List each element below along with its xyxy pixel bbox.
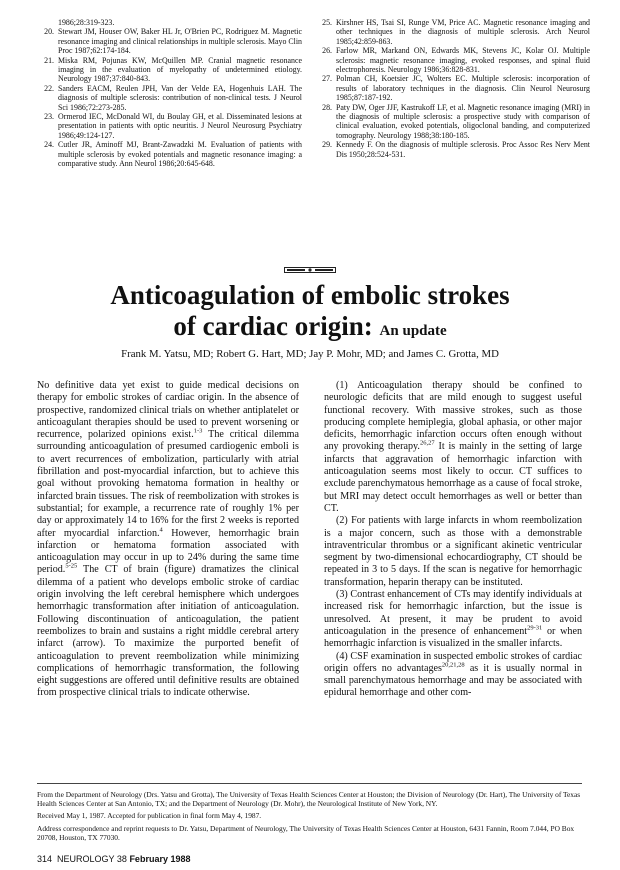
title-line-2: of cardiac origin: An update: [173, 311, 447, 341]
reference-item: 24. Cutler JR, Aminoff MJ, Brant-Zawadzki M. Evaluation of patients with multiple sclerosis by evoked potentials and magnetic resonance imaging: a comparative study. Ann Neurol 1986;20:645-648.: [44, 140, 302, 169]
author-list: Frank M. Yatsu, MD; Robert G. Hart, MD; Jay P. Mohr, MD; and James C. Grotta, MD: [121, 348, 499, 360]
reference-item: 21. Miska RM, Pojunas KW, McQuillen MP. Cranial magnetic resonance imaging in the evaluation of myelopathy of undetermined etiology. Neurology 1987;37:840-843.: [44, 55, 302, 84]
references-left-column: [40, 18, 302, 169]
journal-name: NEUROLOGY 38: [57, 854, 127, 864]
reference-item: 22. Sanders EACM, Reulen JPH, Van der Velde EA, Hogenhuis LAH. The diagnosis of multiple sclerosis: contribution of non-clinical tests. J Neurol Sci 1986;72:273-285.: [44, 83, 302, 112]
article-title: [20, 280, 600, 347]
body-paragraph: (2) For patients with large infarcts in whom reembolization is a major concern, such as those with a demonstrable intraventricular thrombus or a significant akinetic ventricular segment by two-dimensional echocardiography, CT should be repeated in 3 to 5 days. If the scan is negative for hemorrhagic transformation, heparin therapy can be instituted.: [324, 515, 582, 588]
reference-item: 20. Stewart JM, Houser OW, Baker HL Jr, O'Brien PC, Rodriguez M. Magnetic resonance imaging and clinical relationships in multiple sclerosis. Mayo Clin Proc 1987;62:174-184.: [44, 27, 302, 56]
correspondence-footnote: Address correspondence and reprint requests to Dr. Yatsu, Department of Neurology, The University of Texas Health Sciences Center at Houston, 6431 Fannin, Room 7.044, PO Box 20708, Houston, TX 77030.: [37, 824, 575, 842]
body-paragraph: (4) CSF examination in suspected embolic strokes of cardiac origin offers no advantages$^{20,21,28}$ as it is usually normal in small parenchymatous hemorrhage and may be associated with epidural hemorrhage and other com-: [324, 650, 582, 699]
title-line-1: Anticoagulation of embolic strokes: [110, 280, 510, 310]
received-footnote: Received May 1, 1987. Accepted for publication in final form May 4, 1987.: [37, 811, 262, 820]
reference-item: 28. Paty DW, Oger JJF, Kastrukoff LF, et al. Magnetic resonance imaging (MRI) in the diagnosis of multiple sclerosis: a prospective study with comparison of clinical evaluation, evoked potentials, oligoclonal banding, and computerized tomography. Neurology 1988;38:180-185.: [322, 102, 590, 140]
references-right-column: [318, 18, 590, 159]
reference-item: 29. Kennedy F. On the diagnosis of multiple sclerosis. Proc Assoc Res Nerv Ment Dis 1950;28:524-531.: [322, 140, 590, 159]
affiliation-footnote: From the Department of Neurology (Drs. Yatsu and Grotta), The University of Texas Health Sciences Center at Houston; the Division of Neurology (Dr. Hart), The University of Texas Health Sciences Center at San Antonio, TX; and the Department of Neurology (Dr. Mohr), the Neurological Institute of New York, NY.: [37, 790, 581, 808]
body-right-column: [324, 380, 582, 700]
title-subtitle: An update: [379, 323, 447, 339]
body-paragraph: (1) Anticoagulation therapy should be confined to neurologic deficits that are mild enough to suggest useful functional recovery. With massive strokes, such as those producing complete hemiplegia, global aphasia, or other major deficits, hemorrhagic infarction occurs often enough without any provoking therapy.$^{26,27}$ It is mainly in the setting of large infarcts that aggravation of hemorrhagic infarction with anticoagulation seems most likely to occur. CT suffices to exclude parenchymatous hemorrhage as a cause of focal stroke, but MRI may detect occult hemorrhages as well or better than CT.: [324, 380, 582, 514]
body-paragraph: (3) Contrast enhancement of CTs may identify individuals at increased risk for hemorrhagic infarction, but the issue is unresolved. At present, it may be prudent to avoid anticoagulation in the presence of enhancement$^{29-31}$ or when hemorrhagic infarction is visualized in the smaller infarcts.: [324, 589, 582, 650]
body-left-column: [37, 380, 299, 700]
reference-item: 27. Polman CH, Koetsier JC, Wolters EC. Multiple sclerosis: incorporation of results of laboratory techniques in the diagnosis. Clin Neurol Neurosurg 1985;87:187-192.: [322, 74, 590, 103]
section-divider-ornament: [284, 267, 336, 273]
page-number: 314: [37, 854, 53, 864]
reference-item: 25. Kirshner HS, Tsai SI, Runge VM, Price AC. Magnetic resonance imaging and other techniques in the diagnosis of multiple sclerosis. Arch Neurol 1985;42:859-863.: [322, 18, 590, 46]
reference-item: 26. Farlow MR, Markand ON, Edwards MK, Stevens JC, Kolar OJ. Multiple sclerosis: magnetic resonance imaging, evoked responses, and spinal fluid electrophoresis. Neurology 1986;36:828-831.: [322, 46, 590, 75]
reference-item: 23. Ormerod IEC, McDonald WI, du Boulay GH, et al. Disseminated lesions at presentation in patients with optic neuritis. J Neurol Neurosurg Psychiatry 1986;49:124-127.: [44, 112, 302, 140]
footnote-divider: [37, 783, 582, 784]
body-paragraph: No definitive data yet exist to guide medical decisions on therapy for embolic strokes of cardiac origin. In the absence of prospective, randomized clinical trials on whether antiplatelet or anticoagulant therapies should be used to prevent worsening or recurrence, polarized opinions exist.$^{1-3}$ The critical dilemma surrounding anticoagulation of presumed cardiogenic emboli is to avert recurrences of embolization, particularly with atrial fibrillation and post-myocardial infarction, but to achieve this goal without provoking hematoma formation in healthy or infarcted brain tissues. The risk of reembolization with strokes is substantial; for example, a recurrence rate of roughly 1% per day or approximately 14 to 16% for the first 2 weeks is reported after myocardial infarction.$^4$ However, hemorrhagic brain infarction or hematoma formation associated with anticoagulation may occur in up to 24% during the same time period.$^{5-25}$ The CT of brain (figure) dramatizes the clinical dilemma of a patient who develops embolic stroke of cardiac origin involving the left cerebral hemisphere which undergoes hemorrhagic transformation after initiation of anticoagulation. Following discontinuation of anticoagulation, the patient reembolizes to brain and sustains a right middle cerebral artery infarct (arrow). To maximize the purported benefit of anticoagulation to prevent reembolization while minimizing complications of hemorrhagic transformation, the following eight suggestions are offered until definitive results are obtained from prospective clinical trials to indicate otherwise.: [37, 380, 299, 699]
reference-item: 1986;28:319-323.: [58, 18, 115, 27]
issue-date: February 1988: [129, 854, 191, 864]
page-footer: [37, 854, 190, 864]
